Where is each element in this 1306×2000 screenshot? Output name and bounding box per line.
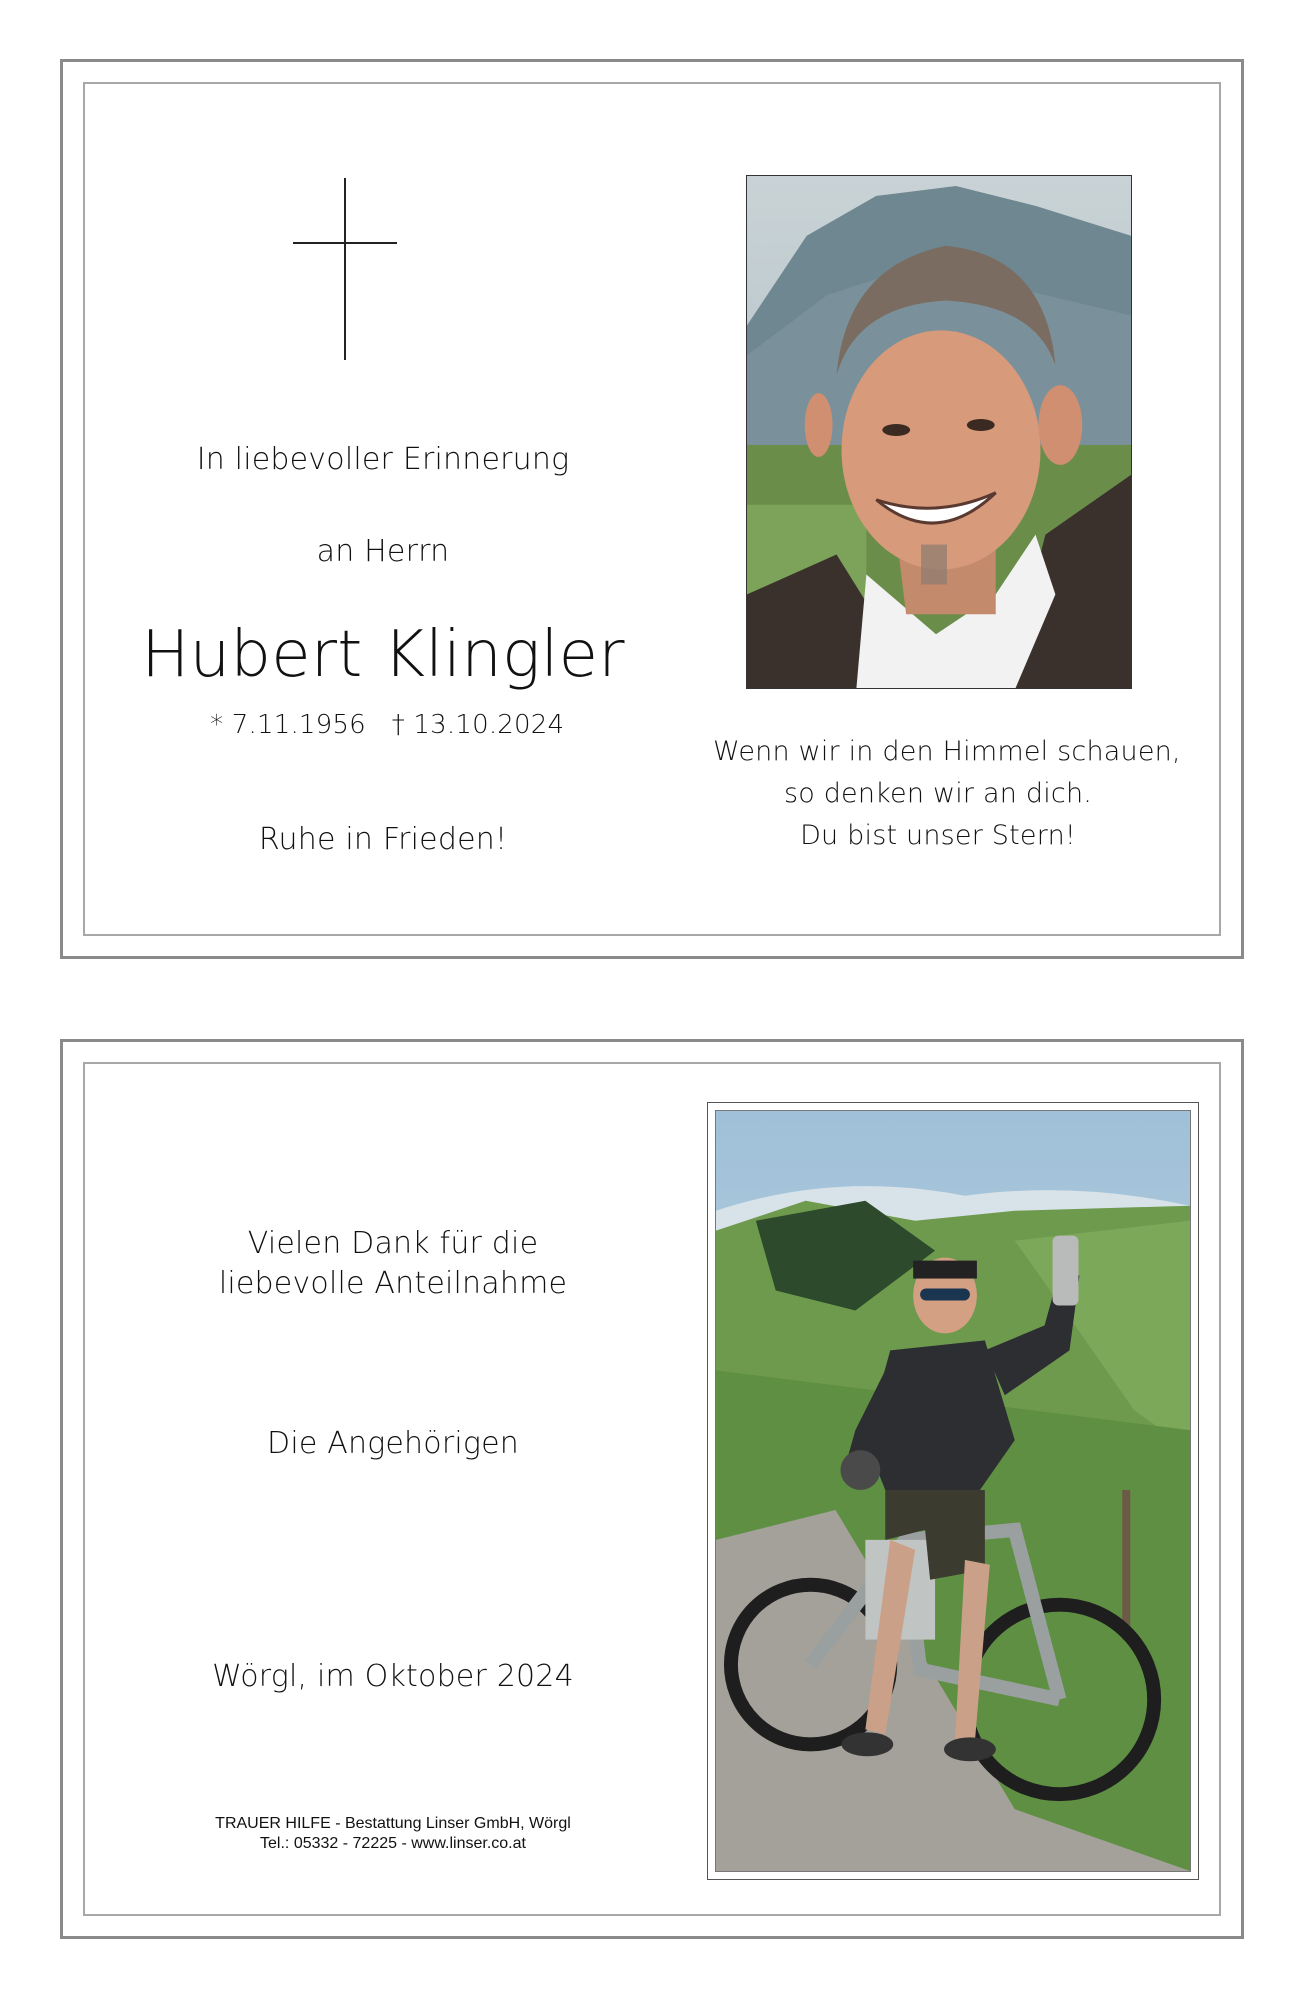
salutation-text: an Herrn	[316, 534, 450, 569]
intro-text: In liebevoller Erinnerung	[196, 442, 570, 477]
portrait-photo	[746, 175, 1132, 689]
rest-in-peace-text: Ruhe in Frieden!	[258, 822, 508, 857]
death-date: † 13.10.2024	[391, 710, 565, 740]
funeral-home-line-2: Tel.: 05332 - 72225 - www.linser.co.at	[260, 1835, 526, 1852]
thanks-line-1: Vielen Dank für die	[247, 1226, 539, 1261]
cross-icon	[293, 178, 397, 360]
funeral-home-line-1: TRAUER HILFE - Bestattung Linser GmbH, Wörgl	[215, 1815, 571, 1832]
mountain-bike-photo	[715, 1110, 1191, 1872]
place-date-text: Wörgl, im Oktober 2024	[212, 1659, 574, 1694]
birth-date: * 7.11.1956	[210, 710, 366, 740]
thanks-line-2: liebevolle Anteilnahme	[218, 1266, 568, 1301]
verse-line-3: Du bist unser Stern!	[800, 820, 1076, 851]
relatives-text: Die Angehörigen	[267, 1426, 519, 1461]
verse-line-2: so denken wir an dich.	[783, 778, 1093, 809]
memorial-card-front	[60, 59, 1244, 959]
memorial-card-back	[60, 1039, 1244, 1939]
deceased-name: Hubert Klingler	[141, 618, 625, 692]
verse-line-1: Wenn wir in den Himmel schauen,	[713, 736, 1181, 767]
